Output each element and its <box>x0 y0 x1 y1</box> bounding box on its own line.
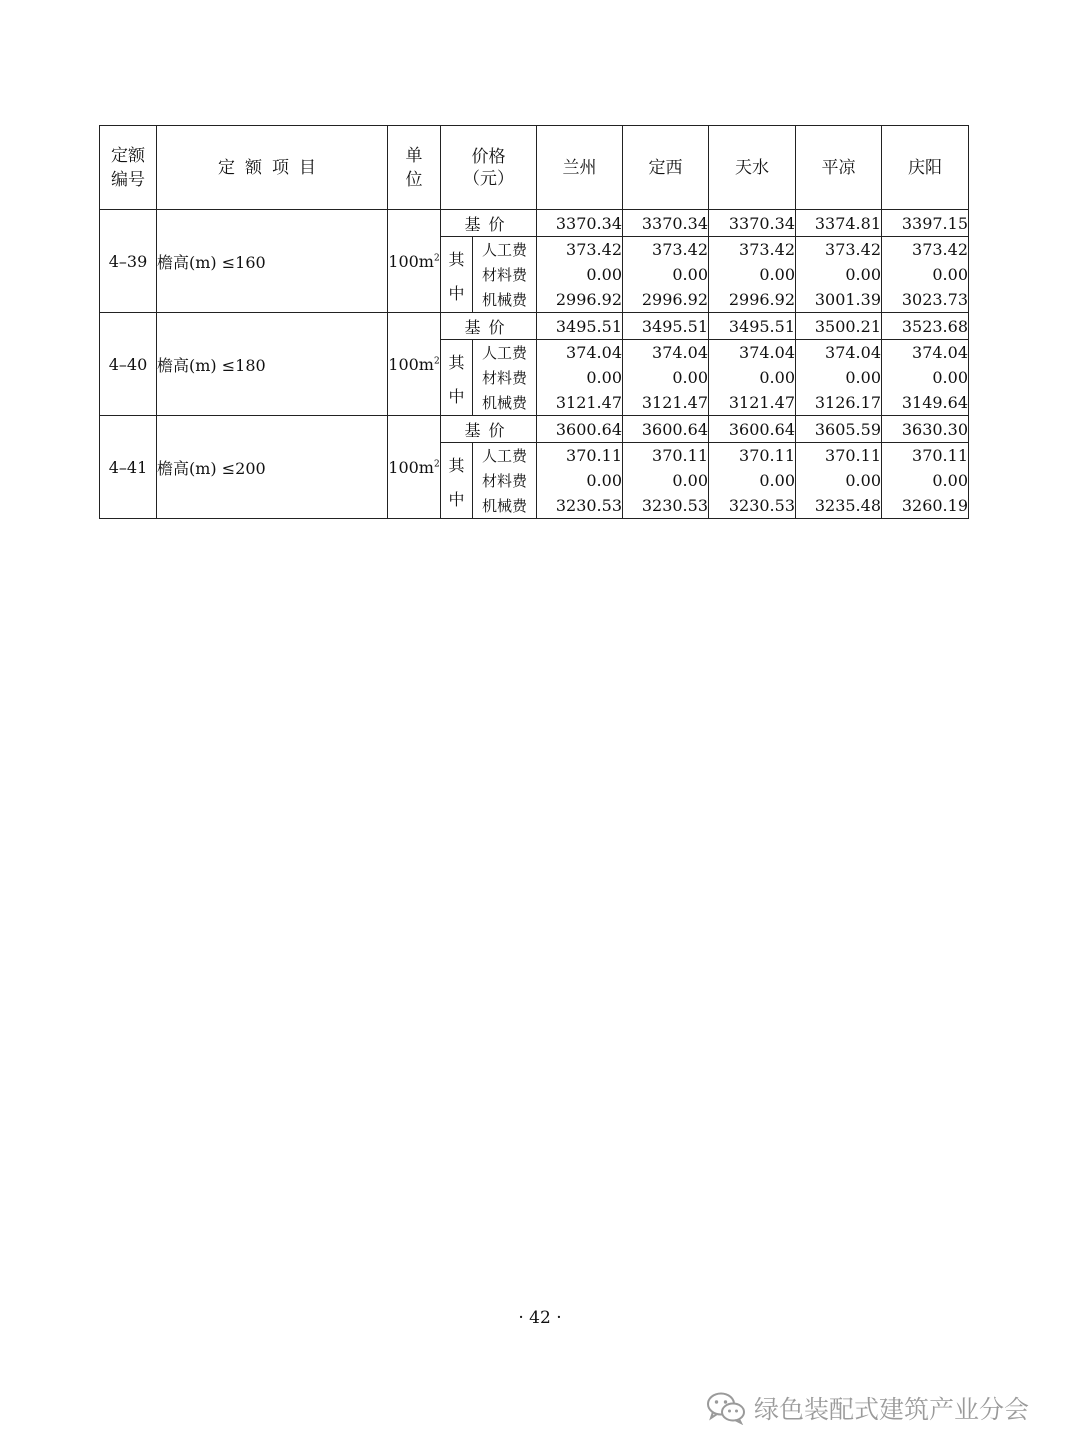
page-number: · 42 · <box>518 1308 562 1328</box>
header-item: 定额项目 <box>157 126 388 210</box>
material-value: 0.00 <box>796 365 882 390</box>
base-price-value: 3500.21 <box>796 313 882 340</box>
base-price-value: 3523.68 <box>882 313 969 340</box>
qizhong-label: 其 中 <box>441 237 473 313</box>
quota-unit: $100m^2$ <box>388 416 441 519</box>
machine-value: 3121.47 <box>623 390 709 416</box>
machine-value: 3121.47 <box>709 390 796 416</box>
material-value: 0.00 <box>709 468 796 493</box>
qizhong-label: 其 中 <box>441 443 473 519</box>
header-city-qingyang: 庆阳 <box>882 126 969 210</box>
labor-value: 374.04 <box>537 340 623 366</box>
base-price-label: 基价 <box>441 416 537 443</box>
base-price-value: 3370.34 <box>709 210 796 237</box>
machine-label: 机械费 <box>473 287 537 313</box>
machine-value: 3023.73 <box>882 287 969 313</box>
machine-value: 3235.48 <box>796 493 882 519</box>
machine-label: 机械费 <box>473 493 537 519</box>
material-value: 0.00 <box>623 262 709 287</box>
labor-label: 人工费 <box>473 237 537 263</box>
machine-value: 2996.92 <box>537 287 623 313</box>
material-value: 0.00 <box>796 262 882 287</box>
quota-code: 4–39 <box>100 210 157 313</box>
labor-value: 370.11 <box>537 443 623 469</box>
header-city-lanzhou: 兰州 <box>537 126 623 210</box>
table-row <box>100 313 969 340</box>
watermark-text: 绿色装配式建筑产业分会 <box>754 1395 1030 1424</box>
machine-value: 3230.53 <box>709 493 796 519</box>
quota-table <box>99 125 969 519</box>
material-value: 0.00 <box>882 468 969 493</box>
quota-item-name: 檐高(m) ≤160 <box>157 210 388 313</box>
labor-value: 374.04 <box>796 340 882 366</box>
base-price-value: 3605.59 <box>796 416 882 443</box>
quota-code: 4–40 <box>100 313 157 416</box>
table-row <box>100 210 969 237</box>
base-price-value: 3495.51 <box>709 313 796 340</box>
base-price-value: 3630.30 <box>882 416 969 443</box>
material-label: 材料费 <box>473 262 537 287</box>
labor-value: 374.04 <box>882 340 969 366</box>
base-price-value: 3370.34 <box>623 210 709 237</box>
material-value: 0.00 <box>623 468 709 493</box>
machine-value: 3260.19 <box>882 493 969 519</box>
base-price-value: 3495.51 <box>623 313 709 340</box>
labor-label: 人工费 <box>473 340 537 366</box>
labor-value: 373.42 <box>796 237 882 263</box>
qizhong-label: 其 中 <box>441 340 473 416</box>
header-price: 价格 （元） <box>441 126 537 210</box>
base-price-value: 3374.81 <box>796 210 882 237</box>
quota-body <box>100 210 969 519</box>
base-price-value: 3397.15 <box>882 210 969 237</box>
header-city-tianshui: 天水 <box>709 126 796 210</box>
material-label: 材料费 <box>473 365 537 390</box>
machine-value: 3230.53 <box>623 493 709 519</box>
base-price-value: 3370.34 <box>537 210 623 237</box>
machine-value: 2996.92 <box>709 287 796 313</box>
watermark <box>706 1388 1029 1428</box>
wechat-icon <box>706 1391 746 1425</box>
machine-value: 3001.39 <box>796 287 882 313</box>
labor-label: 人工费 <box>473 443 537 469</box>
base-price-label: 基价 <box>441 210 537 237</box>
labor-value: 374.04 <box>709 340 796 366</box>
labor-value: 370.11 <box>796 443 882 469</box>
base-price-label: 基价 <box>441 313 537 340</box>
machine-value: 2996.92 <box>623 287 709 313</box>
header-city-pingliang: 平凉 <box>796 126 882 210</box>
quota-unit: $100m^2$ <box>388 210 441 313</box>
machine-value: 3121.47 <box>537 390 623 416</box>
material-value: 0.00 <box>537 262 623 287</box>
machine-value: 3126.17 <box>796 390 882 416</box>
machine-label: 机械费 <box>473 390 537 416</box>
machine-value: 3149.64 <box>882 390 969 416</box>
base-price-value: 3495.51 <box>537 313 623 340</box>
base-price-value: 3600.64 <box>623 416 709 443</box>
material-value: 0.00 <box>882 365 969 390</box>
table-row <box>100 416 969 443</box>
labor-value: 370.11 <box>709 443 796 469</box>
labor-value: 370.11 <box>623 443 709 469</box>
base-price-value: 3600.64 <box>537 416 623 443</box>
quota-code: 4–41 <box>100 416 157 519</box>
labor-value: 373.42 <box>709 237 796 263</box>
material-value: 0.00 <box>709 262 796 287</box>
quota-unit: $100m^2$ <box>388 313 441 416</box>
quota-item-name: 檐高(m) ≤180 <box>157 313 388 416</box>
labor-value: 373.42 <box>882 237 969 263</box>
labor-value: 373.42 <box>623 237 709 263</box>
material-value: 0.00 <box>537 365 623 390</box>
labor-value: 370.11 <box>882 443 969 469</box>
material-label: 材料费 <box>473 468 537 493</box>
material-value: 0.00 <box>537 468 623 493</box>
labor-value: 373.42 <box>537 237 623 263</box>
header-unit: 单 位 <box>388 126 441 210</box>
header-row <box>100 126 969 210</box>
material-value: 0.00 <box>709 365 796 390</box>
machine-value: 3230.53 <box>537 493 623 519</box>
quota-item-name: 檐高(m) ≤200 <box>157 416 388 519</box>
material-value: 0.00 <box>882 262 969 287</box>
header-city-dingxi: 定西 <box>623 126 709 210</box>
labor-value: 374.04 <box>623 340 709 366</box>
header-code: 定额 编号 <box>100 126 157 210</box>
base-price-value: 3600.64 <box>709 416 796 443</box>
material-value: 0.00 <box>623 365 709 390</box>
material-value: 0.00 <box>796 468 882 493</box>
